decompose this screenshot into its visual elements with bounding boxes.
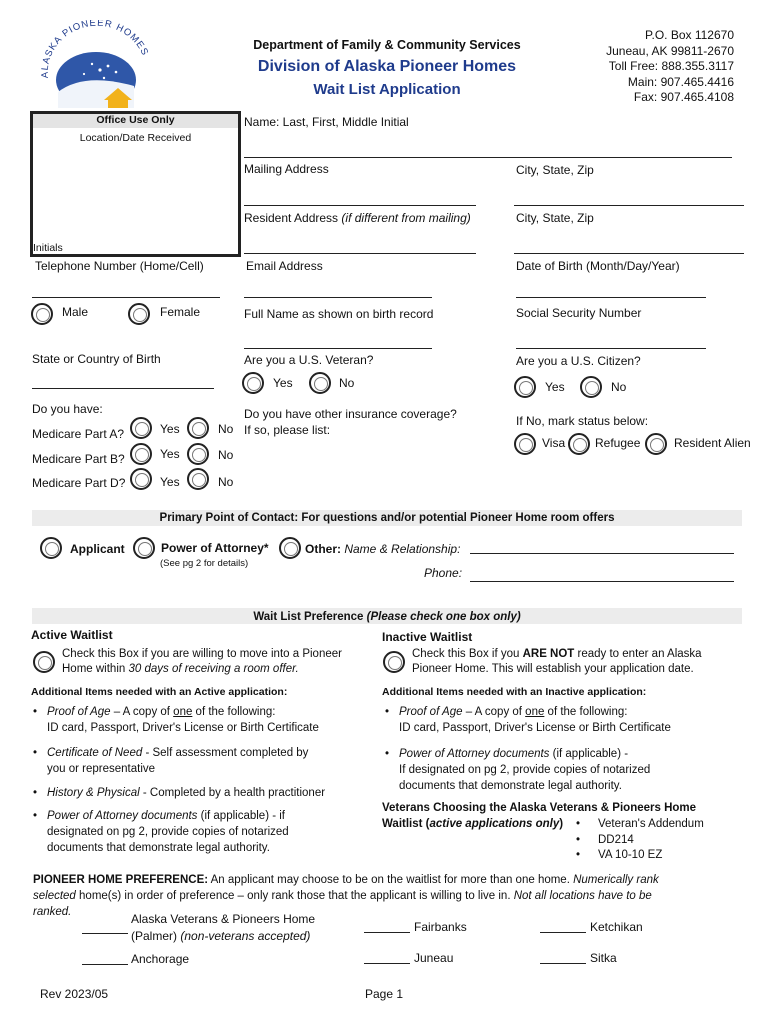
resident-address-label <box>244 211 471 225</box>
inactive-item2-a: Power of Attorney documents <box>399 748 550 760</box>
inactive-waitlist-checkbox[interactable] <box>383 651 405 673</box>
revision-label: Rev 2023/05 <box>40 987 109 1001</box>
palmer-line1: Alaska Veterans & Pioneers Home <box>131 912 316 926</box>
phone-label: Phone: <box>424 566 463 580</box>
resident-underline <box>244 253 476 254</box>
dob-label: Date of Birth (Month/Day/Year) <box>516 259 680 273</box>
inactive-desc1-a: Check this Box if you <box>412 648 523 660</box>
fairbanks-rank-line[interactable] <box>364 932 410 933</box>
medicare-d-yes-radio[interactable] <box>130 468 152 490</box>
palmer-label <box>131 911 315 945</box>
active-item4-d: documents that demonstrate legal authority. <box>47 842 270 854</box>
sitka-rank-line[interactable] <box>540 963 586 964</box>
juneau-label: Juneau <box>414 951 454 965</box>
mailing-csz-underline <box>514 205 744 206</box>
inactive-desc-line2: Pioneer Home. This will establish your application date. <box>412 663 694 675</box>
full-name-label: Full Name as shown on birth record <box>244 307 434 321</box>
inactive-item2-c: If designated on pg 2, provide copies of notarized <box>399 764 651 776</box>
female-radio[interactable] <box>128 303 150 325</box>
inactive-items-title: Additional Items needed with an Inactive application: <box>382 686 647 698</box>
veterans-title2-a: Waitlist ( <box>382 818 430 830</box>
active-desc-text: Home within <box>62 663 129 675</box>
inactive-item1-d: of the following: <box>544 706 628 718</box>
inactive-item-poa-documents <box>385 746 671 794</box>
contact-block <box>606 28 734 106</box>
active-item-history-physical <box>33 785 325 801</box>
active-item2-c: you or representative <box>47 763 156 775</box>
inactive-title: Inactive Waitlist <box>382 630 473 644</box>
other-hint: Name & Relationship: <box>344 542 461 556</box>
veterans-item: • DD214 <box>576 833 704 849</box>
birth-place-label: State or Country of Birth <box>32 352 161 366</box>
resident-address-note: (if different from mailing) <box>341 211 471 225</box>
telephone-label: Telephone Number (Home/Cell) <box>35 259 204 273</box>
active-item-poa-documents <box>33 808 325 856</box>
active-item-certificate-of-need <box>33 745 325 777</box>
palmer-line2 <box>131 928 315 945</box>
veterans-title2-c: ) <box>559 818 564 830</box>
medicare-b-no-radio[interactable] <box>187 443 209 465</box>
preference-text2-italic2: Not all locations have to be <box>513 890 652 902</box>
preference-text1-italic: Numerically rank <box>573 874 659 886</box>
contact-heading: Primary Point of Contact: For questions and/or potential Pioneer Home room offers <box>159 512 615 524</box>
insurance-question: Do you have other insurance coverage? <box>244 407 457 421</box>
palmer-line2-a: (Palmer) <box>131 929 181 943</box>
veteran-no-radio[interactable] <box>309 372 331 394</box>
other-underline[interactable] <box>470 553 734 554</box>
email-label: Email Address <box>246 259 323 273</box>
ssn-underline <box>516 348 706 349</box>
contact-line: Toll Free: 888.355.3117 <box>608 59 734 73</box>
poa-label: Power of Attorney* <box>161 541 269 555</box>
inactive-items-list <box>385 704 671 794</box>
resident-csz-underline <box>514 253 744 254</box>
other-radio[interactable] <box>279 537 301 559</box>
telephone-underline <box>32 297 220 298</box>
palmer-rank-line[interactable] <box>82 933 128 934</box>
initials-label: Initials <box>33 242 63 254</box>
division-title: Division of Alaska Pioneer Homes <box>257 58 517 75</box>
active-item1-b: – A copy of <box>110 706 174 718</box>
active-waitlist-checkbox[interactable] <box>33 651 55 673</box>
citizen-no-radio[interactable] <box>580 376 602 398</box>
preference-line2 <box>33 888 659 904</box>
office-use-title: Office Use Only <box>96 114 175 126</box>
active-item1-c: one <box>173 706 193 718</box>
active-desc-italic: 30 days of receiving a room offer. <box>128 663 299 675</box>
pioneer-homes-logo-icon <box>34 20 158 110</box>
preference-line1 <box>33 872 659 888</box>
svg-text:ALASKA PIONEER HOMES: ALASKA PIONEER HOMES <box>39 20 151 79</box>
preference-text1: An applicant may choose to be on the waitlist for more than one home. <box>208 874 574 886</box>
waitlist-heading-note: (Please check one box only) <box>366 611 521 623</box>
preference-text2: home(s) in order of preference – only rank those that the applicant is willing to live in. <box>75 890 514 902</box>
active-desc-line1: Check this Box if you are willing to move into a Pioneer <box>62 648 342 660</box>
sitka-label: Sitka <box>590 951 617 965</box>
department-title: Department of Family & Community Services <box>253 38 521 52</box>
female-label: Female <box>160 305 201 319</box>
preference-paragraph <box>33 872 659 920</box>
waitlist-heading-text: Wait List Preference <box>253 611 364 623</box>
active-item1-a: Proof of Age <box>47 706 111 718</box>
male-radio[interactable] <box>31 303 53 325</box>
contact-line: Juneau, AK 99811-2670 <box>606 43 734 58</box>
medicare-a-no-label: No <box>218 422 234 436</box>
active-items-title: Additional Items needed with an Active application: <box>31 686 288 698</box>
waitlist-heading <box>32 610 742 624</box>
active-item4-c: designated on pg 2, provide copies of notarized <box>47 826 289 838</box>
veteran-no-label: No <box>339 376 355 390</box>
inactive-item1-b: – A copy of <box>462 706 526 718</box>
poa-radio[interactable] <box>133 537 155 559</box>
resident-alien-radio[interactable] <box>645 433 667 455</box>
contact-line: Main: 907.465.4416 <box>627 74 734 89</box>
preference-line3 <box>33 904 659 920</box>
contact-line: P.O. Box 112670 <box>645 28 734 42</box>
active-items-list <box>33 704 325 856</box>
birth-place-underline <box>32 388 214 389</box>
citizen-no-label: No <box>611 380 627 394</box>
veterans-item: • VA 10-10 EZ <box>576 848 704 864</box>
inactive-item1-a: Proof of Age <box>399 706 463 718</box>
active-item4-b: (if applicable) - if <box>197 810 285 822</box>
veteran-yes-label: Yes <box>273 376 293 390</box>
mailing-city-state-zip-label: City, State, Zip <box>516 163 594 177</box>
active-item1-e: ID card, Passport, Driver's License or Birth Certificate <box>47 722 319 734</box>
active-desc <box>62 647 342 677</box>
medicare-d-label: Medicare Part D? <box>32 476 126 490</box>
email-underline <box>244 297 432 298</box>
contact-line: Fax: 907.465.4108 <box>633 90 734 104</box>
other-label <box>305 542 460 556</box>
applicant-radio[interactable] <box>40 537 62 559</box>
anchorage-rank-line[interactable] <box>82 964 128 965</box>
mailing-address-label: Mailing Address <box>244 162 329 176</box>
medicare-a-yes-radio[interactable] <box>130 417 152 439</box>
resident-address-text: Resident Address <box>244 211 339 225</box>
fairbanks-label: Fairbanks <box>414 920 467 934</box>
veterans-items-list <box>576 817 704 864</box>
do-you-have-label: Do you have: <box>32 402 103 416</box>
preference-lead: PIONEER HOME PREFERENCE: <box>33 874 209 886</box>
resident-city-state-zip-label: City, State, Zip <box>516 211 594 225</box>
applicant-label: Applicant <box>70 542 125 556</box>
visa-radio[interactable] <box>514 433 536 455</box>
medicare-b-label: Medicare Part B? <box>32 452 125 466</box>
medicare-a-yes-label: Yes <box>160 422 180 436</box>
insurance-list-prompt: If so, please list: <box>244 423 331 437</box>
active-item1-d: of the following: <box>192 706 276 718</box>
status-question: If No, mark status below: <box>516 414 649 428</box>
medicare-a-no-radio[interactable] <box>187 417 209 439</box>
palmer-line2-b: (non-veterans accepted) <box>180 929 311 943</box>
form-title: Wait List Application <box>313 81 461 98</box>
dob-underline <box>516 297 706 298</box>
inactive-item1-e: ID card, Passport, Driver's License or Birth Certificate <box>399 722 671 734</box>
inactive-item1-c: one <box>525 706 545 718</box>
citizen-yes-radio[interactable] <box>514 376 536 398</box>
citizen-question: Are you a U.S. Citizen? <box>516 354 641 368</box>
veterans-title2-b: active applications only <box>429 818 560 830</box>
ketchikan-label: Ketchikan <box>590 920 643 934</box>
active-item4-a: Power of Attorney documents <box>47 810 198 822</box>
anchorage-label: Anchorage <box>131 952 190 966</box>
male-label: Male <box>62 305 89 319</box>
refugee-label: Refugee <box>595 436 641 450</box>
name-underline <box>244 157 732 158</box>
preference-text2-italic: selected <box>33 890 76 902</box>
medicare-d-yes-label: Yes <box>160 475 180 489</box>
active-item2-a: Certificate of Need <box>47 747 143 759</box>
active-item-proof-of-age <box>33 704 325 736</box>
medicare-b-yes-radio[interactable] <box>130 443 152 465</box>
mailing-underline <box>244 205 476 206</box>
phone-underline[interactable] <box>470 581 734 582</box>
inactive-item-proof-of-age <box>385 704 671 736</box>
ssn-label: Social Security Number <box>516 306 642 320</box>
medicare-d-no-label: No <box>218 475 234 489</box>
inactive-item2-d: documents that demonstrate legal authority. <box>399 780 622 792</box>
medicare-b-no-label: No <box>218 448 234 462</box>
veteran-yes-radio[interactable] <box>242 372 264 394</box>
inactive-desc1-b: ARE NOT <box>522 648 575 660</box>
inactive-item2-b: (if applicable) - <box>549 748 629 760</box>
inactive-desc <box>412 647 702 677</box>
full-name-underline <box>244 348 432 349</box>
other-text: Other: <box>305 542 341 556</box>
citizen-yes-label: Yes <box>545 380 565 394</box>
active-item3-a: History & Physical <box>47 787 140 799</box>
page-number: Page 1 <box>365 987 404 1001</box>
preference-text3-italic: ranked. <box>33 906 72 918</box>
name-label: Name: Last, First, Middle Initial <box>244 115 409 129</box>
veterans-title-line1: Veterans Choosing the Alaska Veterans & Pioneers Home <box>382 802 697 814</box>
juneau-rank-line[interactable] <box>364 963 410 964</box>
poa-note: (See pg 2 for details) <box>160 558 249 569</box>
medicare-b-yes-label: Yes <box>160 447 180 461</box>
medicare-a-label: Medicare Part A? <box>32 427 125 441</box>
location-date-label: Location/Date Received <box>79 132 192 144</box>
logo <box>34 20 158 110</box>
medicare-d-no-radio[interactable] <box>187 468 209 490</box>
veterans-item: • Veteran's Addendum <box>576 817 704 833</box>
active-desc-line2 <box>62 662 342 677</box>
active-item2-b: - Self assessment completed by <box>142 747 309 759</box>
resident-alien-label: Resident Alien <box>674 436 751 450</box>
inactive-desc1-c: ready to enter an Alaska <box>574 648 702 660</box>
veteran-question: Are you a U.S. Veteran? <box>244 353 374 367</box>
inactive-desc-line1 <box>412 647 702 662</box>
visa-label: Visa <box>542 436 566 450</box>
active-item3-b: - Completed by a health practitioner <box>139 787 326 799</box>
active-title: Active Waitlist <box>31 628 113 642</box>
refugee-radio[interactable] <box>568 433 590 455</box>
ketchikan-rank-line[interactable] <box>540 932 586 933</box>
